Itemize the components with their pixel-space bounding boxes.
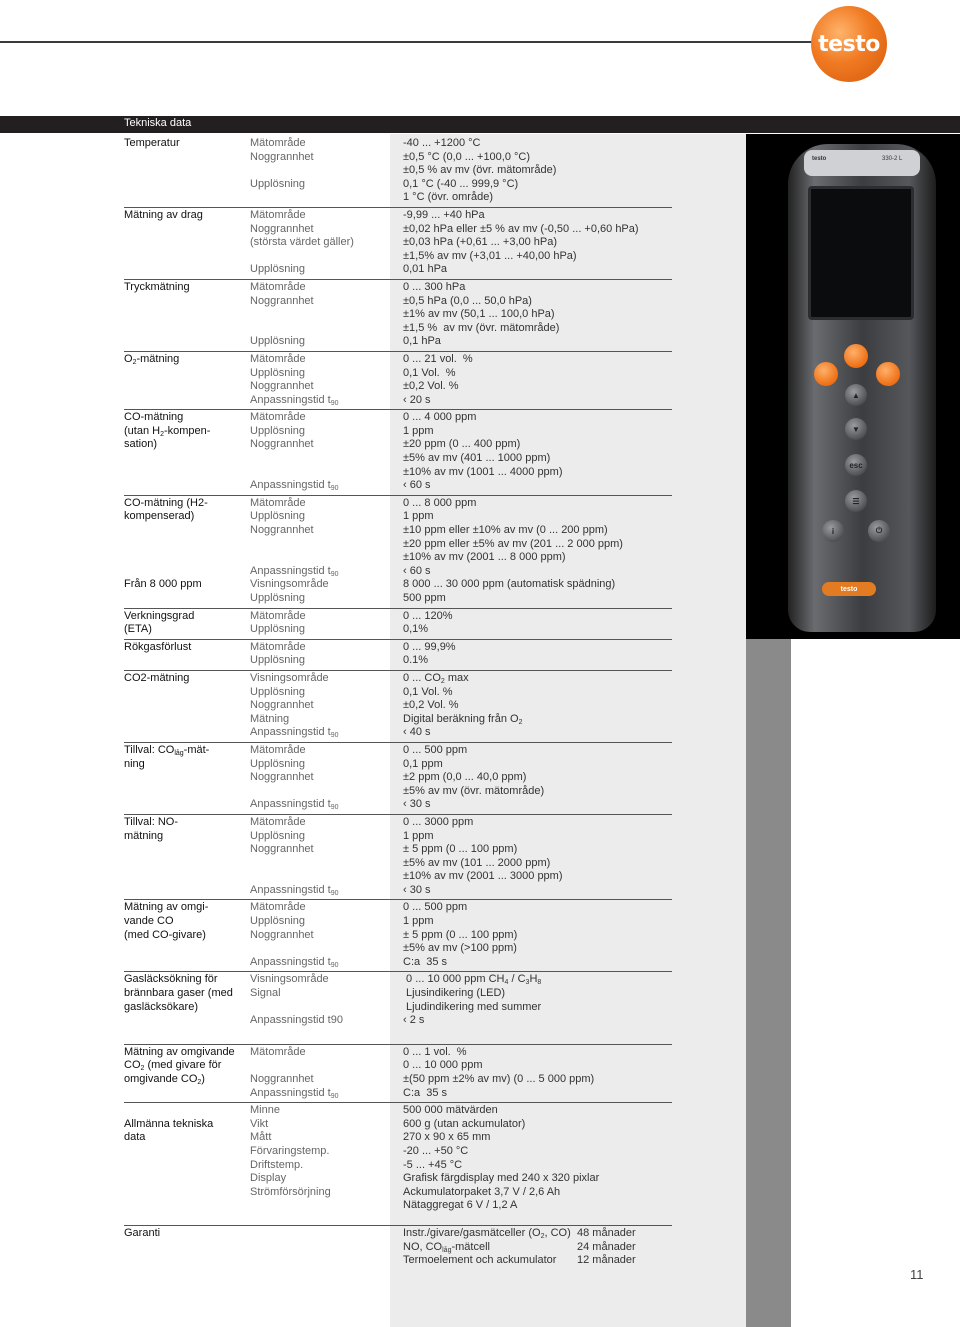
testo-logo: [811, 6, 887, 82]
spec-row-tryck: Tryckmätning Mätområde 0 ... 300 hPa Noggrannhet ±0,5 hPa (0,0 ... 50,0 hPa) ±1% av mv (50,1 ... 100,0 hPa) ±1,5 % av mv (övr. mätområde) Upplösning 0,1 hPa: [124, 280, 672, 352]
spec-row-omgivande-co: Mätning av omgi- vande CO (med CO-givare) Mätområde 0 ... 500 ppm Upplösning 1 ppm Noggrannhet ± 5 ppm (0 ... 100 ppm) ±5% av mv (>100 ppm) Anpassningstid $t_{90}$ C:a 35 s: [124, 900, 672, 972]
grey-side-column: [746, 639, 791, 1327]
power-icon: ⏻: [868, 520, 890, 542]
down-arrow-icon: ▼: [845, 418, 867, 440]
section-header-bar: [0, 116, 960, 133]
up-arrow-icon: ▲: [845, 384, 867, 406]
section-title: Tekniska data: [124, 117, 192, 129]
device-brand-label: testo: [812, 156, 827, 162]
esc-label: esc: [849, 460, 863, 470]
esc-button: [845, 454, 867, 476]
spec-row-temperatur: Temperatur Mätområde -40 ... +1200 °C Noggrannhet ±0,5 °C (0,0 ... +100,0 °C) ±0,5 % av mv (övr. mätområde) Upplösning 0,1 °C (-40 ... 999,9 °C) 1 °C (övr. område): [124, 136, 672, 208]
info-icon: i: [822, 520, 844, 542]
device-model-label: 330-2 L: [882, 156, 903, 162]
spec-table: [124, 136, 672, 1270]
top-rule: [0, 41, 820, 43]
page-number: 11: [910, 1267, 924, 1282]
spec-row-no: Tillval: NO- mätning Mätområde 0 ... 3000 ppm Upplösning 1 ppm Noggrannhet ± 5 ppm (0 ... 100 ppm) ±5% av mv (101 ... 2000 ppm) ±10% av mv (2001 ... 3000 ppm) Anpassningstid $t_{90}$ ‹ 30 s: [124, 815, 672, 901]
spec-row-allmanna: Allmänna tekniska data Minne 500 000 mätvärden Vikt 600 g (utan ackumulator) Mått 270 x 90 x 65 mm Förvaringstemp. -20 ... +50 °C Driftstemp. -5 ... +45 °C Display Grafisk färgdisplay med 240 x 320 pixlar Strömförsörjning Ackumulatorpaket 3,7 V / 2,6 Ah Nätaggregat 6 V / 1,2 A: [124, 1103, 672, 1226]
spec-row-co-lag: Tillval: $CO_{låg}-mät-$ ning Mätområde 0 ... 500 ppm Upplösning 0,1 ppm Noggrannhet ±2 ppm (0,0 ... 40,0 ppm) ±5% av mv (övr. mätområde) Anpassningstid $t_{90}$ ‹ 30 s: [124, 743, 672, 815]
spec-row-omgivande-co2: Mätning av omgivande $CO_2$ (med givare för omgivande $CO_2$) Mätområde 0 ... 1 vol. % 0 ... 10 000 ppm Noggrannhet ±(50 ppm ±2% av mv) (0 ... 5 000 ppm) Anpassningstid $t_{90}$ C:a 35 s: [124, 1044, 672, 1103]
device-button-orange-left: [814, 362, 838, 386]
spec-row-drag: Mätning av drag Mätområde -9,99 ... +40 hPa Noggrannhet ±0,02 hPa eller ±5 % av mv (-0,50 ... +0,60 hPa) (största värdet gäller) ±0,03 hPa (+0,61 ... +3,00 hPa) ±1,5% av mv (+3,01 ... +40,00 hPa) Upplösning 0,01 hPa: [124, 208, 672, 280]
device-foot-logo: testo: [822, 582, 876, 596]
spec-row-gaslack: Gasläcksökning för brännbara gaser (med gasläcksökare) Visningsområde 0 ... 10 000 ppm $CH_4 / C_3H_8$ Signal Ljusindikering (LED) Ljudindikering med summer Anpassningstid t90 ‹ 2 s: [124, 973, 542, 1027]
spec-row-co-h2: CO-mätning (H2- kompenserad) Från 8 000 ppm Mätområde 0 ... 8 000 ppm Upplösning 1 ppm Noggrannhet ±10 ppm eller ±10% av mv (0 ... 200 ppm) ±20 ppm eller ±5% av mv (201 ... 2 000 ppm) ±10% av mv (2001 ... 8 000 ppm) Anpassningstid $t_{90}$ ‹ 60 s Visningsområde 8 000 ... 30 000 ppm (automatisk spädning) Upplösning 500 ppm: [124, 496, 672, 609]
spec-row-rokgas: Rökgasförlust Mätområde 0 ... 99,9% Upplösning 0.1%: [124, 640, 672, 671]
spec-label: Temperatur: [124, 137, 180, 149]
device-screen: [808, 186, 914, 320]
device-photo: [746, 134, 960, 639]
spec-row-co2: CO2-mätning Visningsområde 0 ... $CO_2$ max Upplösning 0,1 Vol. % Noggrannhet ±0,2 Vol. % Mätning Digital beräkning från $O_2$ Anpassningstid $t_{90}$ ‹ 40 s: [124, 671, 672, 743]
logo-text: testo: [818, 31, 880, 57]
spec-row-verkningsgrad: Verkningsgrad (ETA) Mätområde 0 ... 120% Upplösning 0,1%: [124, 609, 672, 640]
spec-row-o2: $O_2$-mätning Mätområde 0 ... 21 vol. % Upplösning 0,1 Vol. % Noggrannhet ±0,2 Vol. % Anpassningstid $t_{90}$ ‹ 20 s: [124, 352, 672, 410]
device-button-orange-right: [876, 362, 900, 386]
device-button-orange-top: [844, 344, 868, 368]
device-top-label: [804, 150, 920, 176]
spec-row-garanti: Garanti Instr./givare/gasmätceller ($O_2$, CO) 48 månader NO, $CO_{låg}$-mätcell 24 månader Termoelement och ackumulator 12 månader: [124, 1226, 636, 1267]
menu-list-icon: ☰: [845, 490, 867, 512]
spec-row-co: CO-mätning (utan $H_2-kompen-$ sation) Mätområde 0 ... 4 000 ppm Upplösning 1 ppm Noggrannhet ±20 ppm (0 ... 400 ppm) ±5% av mv (401 ... 1000 ppm) ±10% av mv (1001 ... 4000 ppm) Anpassningstid $t_{90}$ ‹ 60 s: [124, 410, 672, 496]
